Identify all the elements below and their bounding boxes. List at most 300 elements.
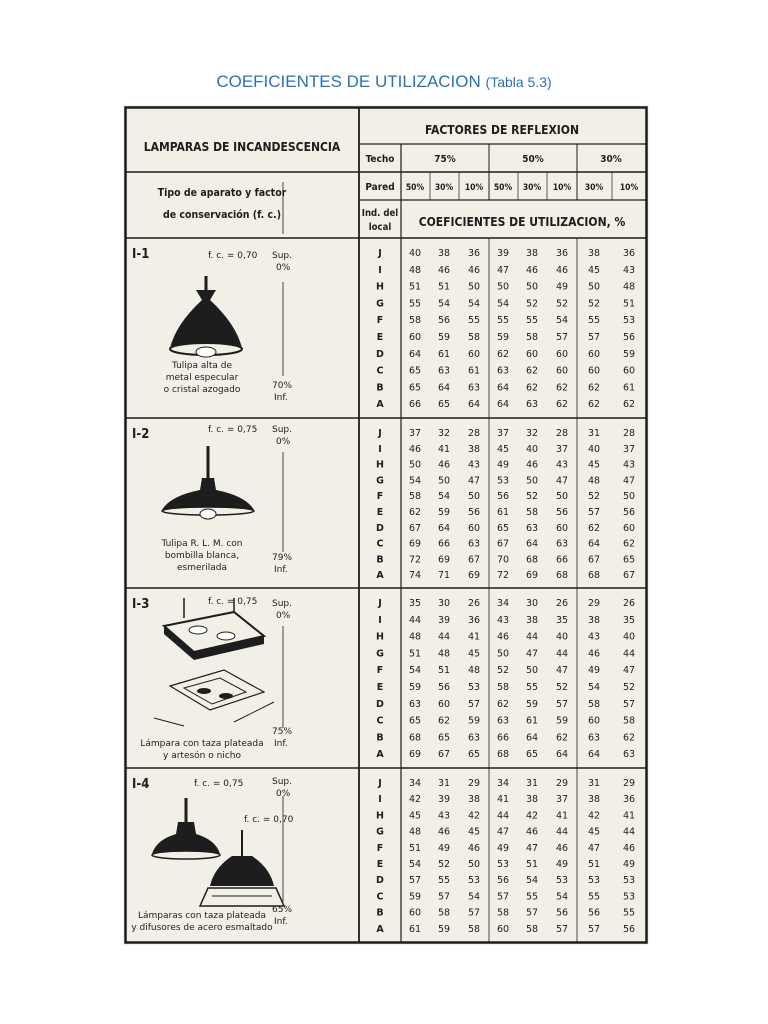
coefficient-value: 62 xyxy=(555,399,569,411)
coefficient-value: 55 xyxy=(525,891,539,903)
coefficient-value: 41 xyxy=(555,810,569,822)
techo-label: Techo xyxy=(365,154,395,165)
coefficient-value: 62 xyxy=(408,507,422,518)
section-id: I-4 xyxy=(132,777,150,792)
coefficient-value: 64 xyxy=(437,522,451,534)
room-index: C xyxy=(376,538,384,550)
room-index: A xyxy=(376,570,384,582)
room-index: F xyxy=(376,491,384,503)
coefficient-value: 55 xyxy=(437,875,451,887)
coefficient-value: 36 xyxy=(467,248,481,259)
coefficient-value: 36 xyxy=(622,794,636,806)
coefficient-value: 60 xyxy=(555,348,569,360)
pared-values xyxy=(406,183,639,193)
coefficient-value: 50 xyxy=(467,859,481,870)
coefficient-value: 45 xyxy=(587,264,601,276)
coefficient-value: 53 xyxy=(622,315,636,327)
coefficient-value: 50 xyxy=(467,281,481,293)
coefficient-value: 42 xyxy=(467,810,481,822)
coefficient-value: 44 xyxy=(622,648,636,660)
coefficient-value: 57 xyxy=(587,923,601,935)
lamp-description: y artesón o nicho xyxy=(163,751,241,761)
coefficient-value: 56 xyxy=(437,682,451,693)
room-index: H xyxy=(376,631,384,643)
coefficient-value: 48 xyxy=(622,281,636,293)
coefficient-value: 62 xyxy=(622,732,636,744)
coefficient-value: 38 xyxy=(587,794,601,806)
coefficient-value: 48 xyxy=(408,826,422,838)
room-index: A xyxy=(376,399,384,411)
coefficient-value: 63 xyxy=(555,538,569,550)
room-index: H xyxy=(376,459,384,471)
coefficient-value: 53 xyxy=(467,682,481,693)
tipo-label-line2: de conservación (f. c.) xyxy=(162,209,282,221)
coefficient-value: 65 xyxy=(496,522,510,534)
coefficient-value: 60 xyxy=(437,698,451,710)
coefficient-value: 51 xyxy=(408,281,422,293)
coefficient-value: 55 xyxy=(525,682,539,693)
coefficient-value: 58 xyxy=(622,715,636,727)
coefficient-value: 63 xyxy=(525,522,539,534)
coefficient-value: 52 xyxy=(437,859,451,870)
coefficient-value: 36 xyxy=(467,614,481,626)
coefficient-value: 42 xyxy=(408,794,422,806)
room-index: J xyxy=(378,428,382,439)
lamp-description: metal especular xyxy=(165,373,239,383)
coefficient-value: 69 xyxy=(525,570,539,582)
coefficient-value: 49 xyxy=(587,665,601,677)
lamp-illustration-i1 xyxy=(170,276,242,357)
coefficient-value: 50 xyxy=(525,665,539,677)
coefficient-value: 59 xyxy=(408,682,422,693)
coefficient-value: 57 xyxy=(555,332,569,343)
coefficient-value: 30 xyxy=(525,598,539,609)
coefficient-value: 45 xyxy=(467,826,481,838)
room-index: I xyxy=(378,794,382,806)
coefficient-value: 60 xyxy=(467,522,481,534)
ind-label-line2: local xyxy=(368,222,392,233)
coefficient-value: 59 xyxy=(555,715,569,727)
coefficient-value: 65 xyxy=(525,749,539,761)
coefficient-value: 60 xyxy=(555,522,569,534)
coefficient-value: 65 xyxy=(437,399,451,411)
coefficient-value: 38 xyxy=(587,248,601,259)
coefficient-value: 37 xyxy=(496,428,510,439)
coefficient-value: 38 xyxy=(437,248,451,259)
coefficient-value: 68 xyxy=(496,749,510,761)
coefficient-value: 43 xyxy=(587,631,601,643)
coefficient-value: 48 xyxy=(587,475,601,487)
coefficient-value: 44 xyxy=(496,810,510,822)
lamp-description: Lámpara con taza plateada xyxy=(140,739,264,749)
coefficient-value: 38 xyxy=(525,614,539,626)
inf-label: Inf. xyxy=(274,393,288,403)
coefficient-value: 54 xyxy=(437,298,451,310)
coefficient-value: 62 xyxy=(587,522,601,534)
coefficient-value: 37 xyxy=(555,794,569,806)
room-index: G xyxy=(376,648,384,660)
coefficient-value: 38 xyxy=(525,248,539,259)
coefficient-value: 29 xyxy=(622,778,636,789)
coefficient-value: 46 xyxy=(587,648,601,660)
coefficient-value: 59 xyxy=(408,891,422,903)
coefficient-value: 60 xyxy=(467,348,481,360)
coefficient-value: 54 xyxy=(467,298,481,310)
coefficient-value: 46 xyxy=(525,826,539,838)
pared-value: 10% xyxy=(619,183,639,193)
pared-value: 50% xyxy=(493,183,513,193)
coefficient-value: 31 xyxy=(437,778,451,789)
coefficient-value: 45 xyxy=(467,648,481,660)
coefficient-value: 55 xyxy=(587,891,601,903)
sup-percent: 0% xyxy=(276,437,291,447)
coefficient-value: 28 xyxy=(622,428,636,439)
coefficient-value: 64 xyxy=(587,749,601,761)
room-index: G xyxy=(376,298,384,310)
coefficient-value: 60 xyxy=(525,348,539,360)
room-index: H xyxy=(376,281,384,293)
coefficient-value: 67 xyxy=(587,554,601,566)
coefficient-value: 68 xyxy=(587,570,601,582)
coefficient-value: 57 xyxy=(525,907,539,919)
coefficient-value: 47 xyxy=(496,826,510,838)
coefficient-value: 38 xyxy=(525,794,539,806)
room-index: F xyxy=(376,315,384,327)
right-header: FACTORES DE REFLEXION xyxy=(424,123,580,137)
coefficient-value: 46 xyxy=(555,842,569,854)
room-index: C xyxy=(376,365,384,377)
coefficient-value: 46 xyxy=(622,842,636,854)
room-index: E xyxy=(376,859,384,870)
coefficient-value: 50 xyxy=(525,475,539,487)
coefficient-value: 58 xyxy=(467,923,481,935)
coefficient-value: 53 xyxy=(622,891,636,903)
coefficient-value: 54 xyxy=(408,859,422,870)
lamp-description: esmerilada xyxy=(177,563,227,573)
coefficient-value: 44 xyxy=(555,648,569,660)
coefficient-value: 56 xyxy=(587,907,601,919)
coefficient-value: 63 xyxy=(496,365,510,377)
conservation-factor: f. c. = 0,75 xyxy=(194,779,244,789)
coefficient-value: 56 xyxy=(622,923,636,935)
coefficient-value: 58 xyxy=(467,332,481,343)
coefficient-value: 61 xyxy=(496,507,510,518)
coefficient-value: 60 xyxy=(587,348,601,360)
coefficient-value: 57 xyxy=(587,507,601,518)
sup-percent: 0% xyxy=(276,789,291,799)
conservation-factor: f. c. = 0,70 xyxy=(244,815,294,825)
coefficient-value: 47 xyxy=(622,665,636,677)
page-title xyxy=(0,72,768,92)
coefficient-value: 40 xyxy=(622,631,636,643)
coefficient-value: 48 xyxy=(467,665,481,677)
pared-value: 30% xyxy=(434,183,454,193)
pared-value: 30% xyxy=(584,183,604,193)
pared-value: 10% xyxy=(464,183,484,193)
room-index: F xyxy=(376,842,384,854)
coefficient-value: 67 xyxy=(408,522,422,534)
coefficient-value: 31 xyxy=(587,778,601,789)
coefficient-value: 48 xyxy=(437,648,451,660)
coefficient-value: 34 xyxy=(408,778,422,789)
coefficient-value: 47 xyxy=(622,475,636,487)
techo-value-30: 30% xyxy=(600,154,622,165)
coefficient-value: 69 xyxy=(467,570,481,582)
coefficient-value: 26 xyxy=(467,598,481,609)
lamp-description: Tulipa alta de xyxy=(171,361,233,371)
conservation-factor: f. c. = 0,75 xyxy=(208,425,258,435)
coefficient-value: 49 xyxy=(496,459,510,471)
coefficient-value: 59 xyxy=(437,332,451,343)
coefficient-value: 58 xyxy=(525,332,539,343)
coefficient-value: 49 xyxy=(437,842,451,854)
coefficient-value: 29 xyxy=(587,598,601,609)
coefficient-value: 67 xyxy=(467,554,481,566)
coefficient-value: 60 xyxy=(587,365,601,377)
coefficient-value: 62 xyxy=(587,382,601,394)
section-id: I-1 xyxy=(132,247,150,262)
coefficient-value: 66 xyxy=(408,399,422,411)
coefficient-value: 53 xyxy=(622,875,636,887)
lamp-illustration-i2 xyxy=(162,446,254,519)
coefficient-value: 54 xyxy=(587,682,601,693)
coefficient-value: 46 xyxy=(525,264,539,276)
coefficient-value: 45 xyxy=(587,459,601,471)
coefficient-value: 55 xyxy=(496,315,510,327)
coefficient-value: 61 xyxy=(408,923,422,935)
coefficient-value: 44 xyxy=(622,826,636,838)
coefficient-value: 50 xyxy=(622,491,636,503)
coefficient-value: 43 xyxy=(622,264,636,276)
title-subtitle: (Tabla 5.3) xyxy=(485,74,552,90)
coefficient-value: 63 xyxy=(525,399,539,411)
room-index: J xyxy=(378,248,382,259)
coefficient-value: 46 xyxy=(496,631,510,643)
room-index: B xyxy=(376,907,384,919)
ind-label-line1: Ind. del xyxy=(361,208,399,219)
coefficient-value: 62 xyxy=(622,538,636,550)
coefficient-value: 60 xyxy=(587,715,601,727)
coefficient-value: 57 xyxy=(408,875,422,887)
coefficient-value: 29 xyxy=(555,778,569,789)
coefficient-value: 53 xyxy=(467,875,481,887)
room-index: J xyxy=(378,778,382,789)
room-index: C xyxy=(376,891,384,903)
coefficient-value: 62 xyxy=(555,732,569,744)
coefficient-value: 63 xyxy=(622,749,636,761)
coefficient-value: 43 xyxy=(555,459,569,471)
sup-label: Sup. xyxy=(272,251,292,261)
lamp-description: Tulipa R. L. M. con xyxy=(161,539,243,549)
coefficient-value: 49 xyxy=(555,281,569,293)
pared-value: 10% xyxy=(552,183,572,193)
coefficient-value: 53 xyxy=(555,875,569,887)
room-index: G xyxy=(376,475,384,487)
coefficient-value: 57 xyxy=(555,698,569,710)
sup-percent: 0% xyxy=(276,263,291,273)
conservation-factor: f. c. = 0,75 xyxy=(208,597,258,607)
coefficient-value: 38 xyxy=(587,614,601,626)
coefficient-value: 50 xyxy=(525,281,539,293)
coefficient-value: 61 xyxy=(437,348,451,360)
coefficient-value: 26 xyxy=(622,598,636,609)
left-header: LAMPARAS DE INCANDESCENCIA xyxy=(143,140,341,154)
sup-label: Sup. xyxy=(272,777,292,787)
inf-label: Inf. xyxy=(274,917,288,927)
coefficient-value: 60 xyxy=(408,907,422,919)
utilization-table xyxy=(124,106,648,944)
coefficient-value: 52 xyxy=(555,682,569,693)
coefficient-value: 38 xyxy=(467,794,481,806)
coefficient-value: 68 xyxy=(555,570,569,582)
coefficient-value: 70 xyxy=(496,554,510,566)
room-index: I xyxy=(378,614,382,626)
coefficient-value: 40 xyxy=(587,443,601,455)
room-index: B xyxy=(376,382,384,394)
coefficient-value: 56 xyxy=(437,315,451,327)
tipo-label-line1: Tipo de aparato y factor xyxy=(157,187,287,199)
coefficient-value: 55 xyxy=(408,298,422,310)
coefficient-value: 26 xyxy=(555,598,569,609)
coefficient-value: 64 xyxy=(496,382,510,394)
coefficient-value: 54 xyxy=(467,891,481,903)
coefficient-value: 43 xyxy=(622,459,636,471)
inf-label: Inf. xyxy=(274,739,288,749)
coefficient-value: 56 xyxy=(555,907,569,919)
coefficient-value: 58 xyxy=(496,907,510,919)
coefficient-value: 52 xyxy=(622,682,636,693)
coefficient-value: 41 xyxy=(622,810,636,822)
coefficient-value: 59 xyxy=(496,332,510,343)
coefficient-value: 59 xyxy=(622,348,636,360)
room-index: I xyxy=(378,264,382,276)
coefficient-value: 40 xyxy=(408,248,422,259)
coefficient-value: 45 xyxy=(587,826,601,838)
coefficient-value: 72 xyxy=(496,570,510,582)
coefficient-value: 40 xyxy=(525,443,539,455)
inf-percent: 75% xyxy=(272,727,293,737)
room-index: D xyxy=(376,522,384,534)
coefficient-value: 61 xyxy=(622,382,636,394)
coefficient-value: 62 xyxy=(437,715,451,727)
coefficient-value: 54 xyxy=(555,891,569,903)
coefficient-value: 60 xyxy=(622,365,636,377)
coefficient-value: 67 xyxy=(622,570,636,582)
coefficient-value: 49 xyxy=(622,859,636,870)
coefficient-value: 54 xyxy=(437,491,451,503)
coefficient-value: 49 xyxy=(496,842,510,854)
coefficient-value: 52 xyxy=(525,491,539,503)
inf-percent: 79% xyxy=(272,553,293,563)
coefficient-value: 61 xyxy=(467,365,481,377)
coefficient-value: 46 xyxy=(555,264,569,276)
coefficient-value: 60 xyxy=(555,365,569,377)
coefficient-value: 56 xyxy=(622,332,636,343)
coefficient-value: 46 xyxy=(467,264,481,276)
coefficient-value: 52 xyxy=(587,491,601,503)
room-index: J xyxy=(378,598,382,609)
coefficient-value: 46 xyxy=(525,459,539,471)
sup-percent: 0% xyxy=(276,611,291,621)
coefficient-value: 35 xyxy=(555,614,569,626)
coefficient-value: 34 xyxy=(496,778,510,789)
coefficient-value: 65 xyxy=(622,554,636,566)
coefficient-value: 64 xyxy=(555,749,569,761)
coefficient-value: 45 xyxy=(496,443,510,455)
coefficient-value: 39 xyxy=(437,794,451,806)
coefficient-value: 60 xyxy=(496,923,510,935)
coefficient-value: 67 xyxy=(437,749,451,761)
techo-value-50: 50% xyxy=(522,154,544,165)
lamp-description: Lámparas con taza plateada xyxy=(138,911,266,921)
coefficient-value: 56 xyxy=(496,491,510,503)
room-index: A xyxy=(376,923,384,935)
room-index: D xyxy=(376,698,384,710)
coefficient-value: 39 xyxy=(437,614,451,626)
coefficient-value: 51 xyxy=(408,842,422,854)
conservation-factor: f. c. = 0,70 xyxy=(208,251,258,261)
coefficient-value: 47 xyxy=(467,475,481,487)
room-index: E xyxy=(376,682,384,693)
coefficient-value: 63 xyxy=(437,365,451,377)
room-index: E xyxy=(376,332,384,343)
coefficient-value: 61 xyxy=(525,715,539,727)
coefficient-value: 57 xyxy=(496,891,510,903)
coefficient-value: 67 xyxy=(496,538,510,550)
section-id: I-3 xyxy=(132,597,150,612)
coefficient-value: 43 xyxy=(437,810,451,822)
coefficient-value: 46 xyxy=(437,459,451,471)
coefficient-value: 32 xyxy=(437,428,451,439)
room-index: G xyxy=(376,826,384,838)
coefficient-value: 35 xyxy=(622,614,636,626)
coefficient-value: 38 xyxy=(467,443,481,455)
coefficient-value: 28 xyxy=(467,428,481,439)
coefficient-value: 47 xyxy=(587,842,601,854)
inf-label: Inf. xyxy=(274,565,288,575)
lamp-description: y difusores de acero esmaltado xyxy=(131,923,273,933)
coefficient-value: 63 xyxy=(467,732,481,744)
coefficient-value: 60 xyxy=(408,332,422,343)
coefficient-value: 72 xyxy=(408,554,422,566)
coefficient-value: 66 xyxy=(555,554,569,566)
coefficient-value: 62 xyxy=(525,382,539,394)
coefficient-value: 65 xyxy=(467,749,481,761)
coefficient-value: 46 xyxy=(437,826,451,838)
room-index: D xyxy=(376,348,384,360)
coefficient-value: 56 xyxy=(467,507,481,518)
coefficient-value: 52 xyxy=(555,298,569,310)
coefficient-value: 50 xyxy=(408,459,422,471)
coefficient-value: 34 xyxy=(496,598,510,609)
coefficient-value: 54 xyxy=(555,315,569,327)
room-index: A xyxy=(376,749,384,761)
coefficient-value: 44 xyxy=(525,631,539,643)
coefficient-value: 53 xyxy=(587,875,601,887)
coefficient-value: 44 xyxy=(408,614,422,626)
section-id: I-2 xyxy=(132,427,150,442)
coefficient-value: 30 xyxy=(437,598,451,609)
coefficient-value: 56 xyxy=(496,875,510,887)
coefficient-value: 55 xyxy=(467,315,481,327)
coefficient-value: 59 xyxy=(467,715,481,727)
lamp-description: o cristal azogado xyxy=(163,385,241,395)
coefficient-value: 41 xyxy=(496,794,510,806)
coefficient-value: 55 xyxy=(525,315,539,327)
coefficient-value: 62 xyxy=(496,348,510,360)
inf-percent: 70% xyxy=(272,381,293,391)
coefficient-value: 58 xyxy=(408,315,422,327)
